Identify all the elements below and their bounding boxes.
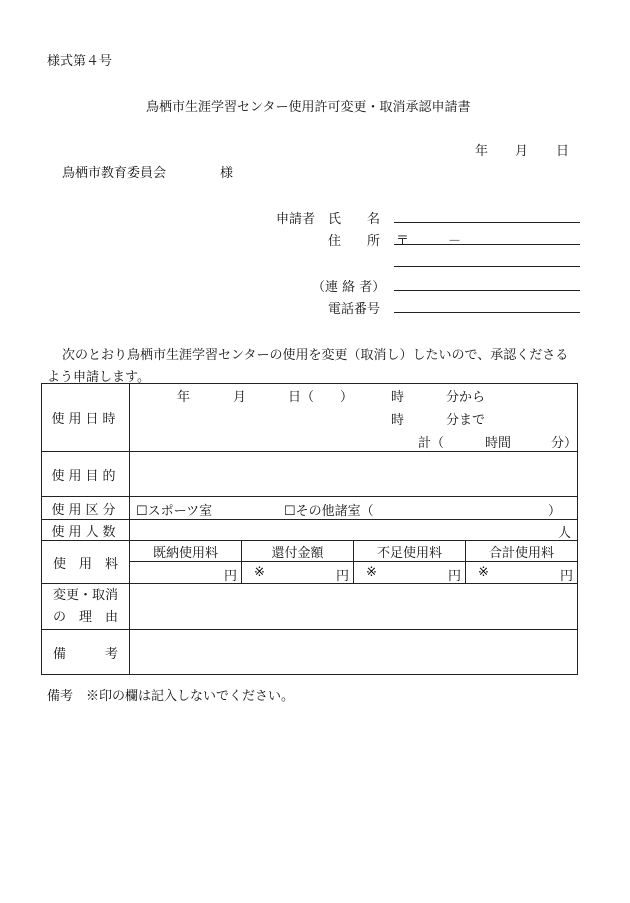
postal-dash: － xyxy=(448,234,462,249)
fee-total-mark: ※ xyxy=(478,565,489,580)
fee-paid-cell[interactable] xyxy=(130,562,242,584)
people-cell[interactable] xyxy=(130,520,578,541)
fee-header-paid: 既納使用料 xyxy=(130,541,242,562)
fee-shortage-cell xyxy=(354,562,466,584)
dt-to-hour: 時 xyxy=(391,413,405,428)
fee-header-total: 合計使用料 xyxy=(466,541,578,562)
dt-to-min: 分まで xyxy=(446,413,486,428)
application-table xyxy=(41,383,578,675)
fee-header-refund: 還付金額 xyxy=(242,541,354,562)
row-reason xyxy=(42,584,578,630)
contact-field[interactable] xyxy=(394,290,580,291)
fee-refund-cell xyxy=(242,562,354,584)
reason-label xyxy=(42,584,130,630)
dt-from-min: 分から xyxy=(446,390,486,405)
reason-label-line-1: 変更・取消 xyxy=(52,587,118,603)
contact-label: （連 絡 者） xyxy=(312,280,386,295)
applicant-heading: 申請者 xyxy=(276,212,316,227)
category-label: 使用区分 xyxy=(42,497,130,520)
row-fee-headers xyxy=(42,541,578,562)
name-label: 氏 名 xyxy=(328,212,381,227)
people-unit: 人 xyxy=(557,526,571,541)
reason-cell[interactable] xyxy=(130,584,578,630)
addressee: 鳥栖市教育委員会 xyxy=(62,166,167,181)
usage-datetime-cell[interactable] xyxy=(130,384,578,452)
phone-label: 電話番号 xyxy=(328,302,381,317)
postal-mark: 〒 xyxy=(396,234,410,249)
row-remarks xyxy=(42,630,578,675)
row-people xyxy=(42,520,578,541)
category-sports-checkbox[interactable]: ☐スポーツ室 xyxy=(136,504,213,519)
form-title: 鳥栖市生涯学習センター使用許可変更・取消承認申請書 xyxy=(146,100,471,115)
row-category xyxy=(42,497,578,520)
dt-year: 年 xyxy=(177,390,191,405)
fee-total-yen: 円 xyxy=(559,569,573,584)
address-label: 住 所 xyxy=(328,234,381,249)
fee-total-cell xyxy=(466,562,578,584)
date-month: 月 xyxy=(515,144,529,159)
reason-label-line-2: の 理 由 xyxy=(52,609,118,625)
address-field-2[interactable] xyxy=(394,266,580,267)
dt-total-hours: 時間 xyxy=(485,436,512,451)
remarks-cell[interactable] xyxy=(130,630,578,675)
form-number: 様式第４号 xyxy=(47,54,113,69)
fee-paid-yen: 円 xyxy=(223,569,237,584)
address-field[interactable] xyxy=(394,244,580,245)
fee-shortage-yen: 円 xyxy=(447,569,461,584)
intro-line-1: 次のとおり鳥栖市生涯学習センターの使用を変更（取消し）したいので、承認くださる xyxy=(62,348,569,363)
people-label: 使用人数 xyxy=(42,520,130,541)
dt-day: 日（ ） xyxy=(288,390,354,405)
dt-total-min: 分） xyxy=(551,436,578,451)
intro-line-2: よう申請します。 xyxy=(47,370,150,385)
usage-datetime-label: 使用日時 xyxy=(42,384,130,452)
phone-field[interactable] xyxy=(394,312,580,313)
fee-refund-yen: 円 xyxy=(335,569,349,584)
category-cell[interactable] xyxy=(130,497,578,520)
fee-shortage-mark: ※ xyxy=(366,565,377,580)
dt-total-open: 計（ xyxy=(418,436,445,451)
fee-refund-mark: ※ xyxy=(254,565,265,580)
purpose-label: 使用目的 xyxy=(42,452,130,497)
purpose-cell[interactable] xyxy=(130,452,578,497)
category-other-checkbox[interactable]: ☐その他諸室（ xyxy=(284,504,374,519)
footer-note: 備考 ※印の欄は記入しないでください。 xyxy=(47,689,295,704)
fee-label: 使 用 料 xyxy=(42,541,130,584)
honorific: 様 xyxy=(220,166,234,181)
date-day: 日 xyxy=(556,144,570,159)
name-field[interactable] xyxy=(394,222,580,223)
date-year: 年 xyxy=(475,144,489,159)
category-close-paren: ） xyxy=(548,504,562,519)
remarks-label: 備 考 xyxy=(42,630,130,675)
dt-month: 月 xyxy=(233,390,247,405)
row-purpose xyxy=(42,452,578,497)
fee-header-shortage: 不足使用料 xyxy=(354,541,466,562)
row-usage-datetime xyxy=(42,384,578,452)
dt-from-hour: 時 xyxy=(391,390,405,405)
